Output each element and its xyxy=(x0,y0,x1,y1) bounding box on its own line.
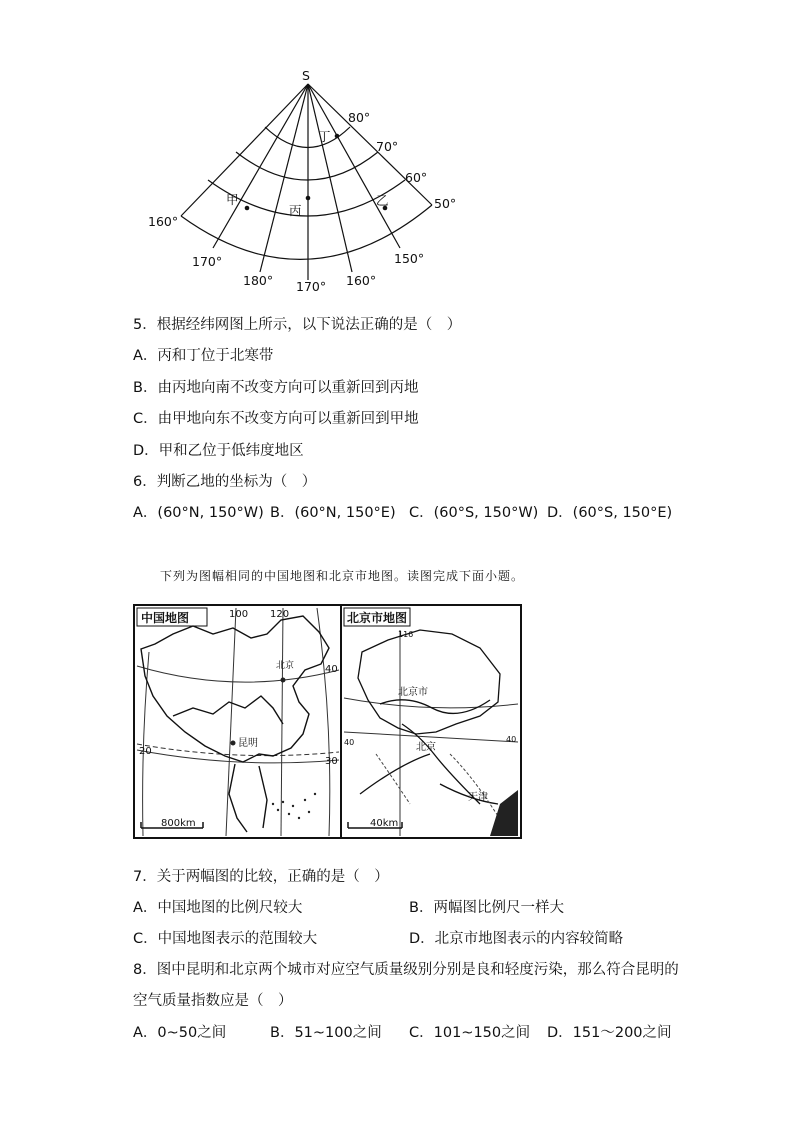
maps-intro: 下列为图幅相同的中国地图和北京市地图。读图完成下面小题。 xyxy=(160,569,525,583)
q6-option-a[interactable]: A．(60°N, 150°W) xyxy=(133,505,264,521)
point-ding: 丁 xyxy=(318,129,331,144)
q5-option-d[interactable]: D．甲和乙位于低纬度地区 xyxy=(133,443,304,459)
q8-option-c[interactable]: C．101~150之间 xyxy=(409,1025,531,1041)
lon-label-160-right: 160° xyxy=(346,273,377,288)
point-jia: 甲 xyxy=(226,192,239,207)
lat-label-80: 80° xyxy=(348,110,371,125)
q6-stem: 6．判断乙地的坐标为（ ） xyxy=(133,474,317,490)
china-map-title: 中国地图 xyxy=(141,611,190,625)
q8-option-d[interactable]: D．151～200之间 xyxy=(547,1025,672,1041)
q5-option-a[interactable]: A．丙和丁位于北寒带 xyxy=(133,348,274,364)
lat-label-50: 50° xyxy=(434,196,457,211)
beijing-lat-tick-right: 40 xyxy=(506,735,517,744)
china-beijing-mark: 北京 xyxy=(276,661,295,671)
lat-label-70: 70° xyxy=(376,139,399,154)
q7-option-a[interactable]: A．中国地图的比例尺较大 xyxy=(133,900,303,916)
polar-grid-figure xyxy=(0,0,794,300)
beijing-lon-tick-116: 116 xyxy=(398,630,414,639)
q5-option-b[interactable]: B．由丙地向南不改变方向可以重新回到丙地 xyxy=(133,380,419,396)
beijing-map-title: 北京市地图 xyxy=(347,611,408,625)
beijing-lat-tick-left: 40 xyxy=(344,738,355,747)
lon-label-160-left: 160° xyxy=(148,214,179,229)
china-lat-tick-20: 20 xyxy=(139,746,152,757)
lon-label-170-left: 170° xyxy=(192,254,223,269)
q8-stem-line2: 空气质量指数应是（ ） xyxy=(133,993,293,1009)
q6-option-d[interactable]: D．(60°S, 150°E) xyxy=(547,505,673,521)
q7-option-c[interactable]: C．中国地图表示的范围较大 xyxy=(133,931,318,947)
q7-option-d[interactable]: D．北京市地图表示的内容较简略 xyxy=(409,931,624,947)
q7-option-b[interactable]: B．两幅图比例尺一样大 xyxy=(409,900,564,916)
q8-option-b[interactable]: B．51~100之间 xyxy=(270,1025,382,1041)
point-bing: 丙 xyxy=(289,203,302,218)
beijing-label-center: 北京 xyxy=(416,742,436,753)
lon-label-180: 180° xyxy=(243,273,274,288)
china-lon-tick-120: 120 xyxy=(270,609,290,620)
china-lon-tick-100: 100 xyxy=(229,609,249,620)
q6-option-b[interactable]: B．(60°N, 150°E) xyxy=(270,505,396,521)
q5-stem: 5．根据经纬网图上所示，以下说法正确的是（ ） xyxy=(133,317,462,333)
lat-label-60: 60° xyxy=(405,170,428,185)
lon-label-150: 150° xyxy=(394,251,425,266)
beijing-map xyxy=(340,604,522,840)
q7-stem: 7．关于两幅图的比较，正确的是（ ） xyxy=(133,869,389,885)
china-city-kunming: 昆明 xyxy=(238,738,258,749)
point-yi: 乙 xyxy=(376,193,389,208)
china-scale-label: 800km xyxy=(161,818,196,829)
beijing-scale-label: 40km xyxy=(370,818,399,829)
beijing-label-city: 北京市 xyxy=(398,687,428,698)
q8-option-a[interactable]: A．0~50之间 xyxy=(133,1025,227,1041)
lon-label-170-right: 170° xyxy=(296,279,327,294)
q6-option-c[interactable]: C．(60°S, 150°W) xyxy=(409,505,539,521)
china-lat-tick-30: 30 xyxy=(325,756,338,767)
q5-option-c[interactable]: C．由甲地向东不改变方向可以重新回到甲地 xyxy=(133,411,419,427)
china-map xyxy=(133,604,343,840)
pole-label: S xyxy=(302,68,310,83)
beijing-label-tianjin: 天津 xyxy=(468,792,488,803)
china-lat-tick-40: 40 xyxy=(325,664,338,675)
q8-stem-line1: 8．图中昆明和北京两个城市对应空气质量级别分别是良和轻度污染，那么符合昆明的 xyxy=(133,962,679,978)
